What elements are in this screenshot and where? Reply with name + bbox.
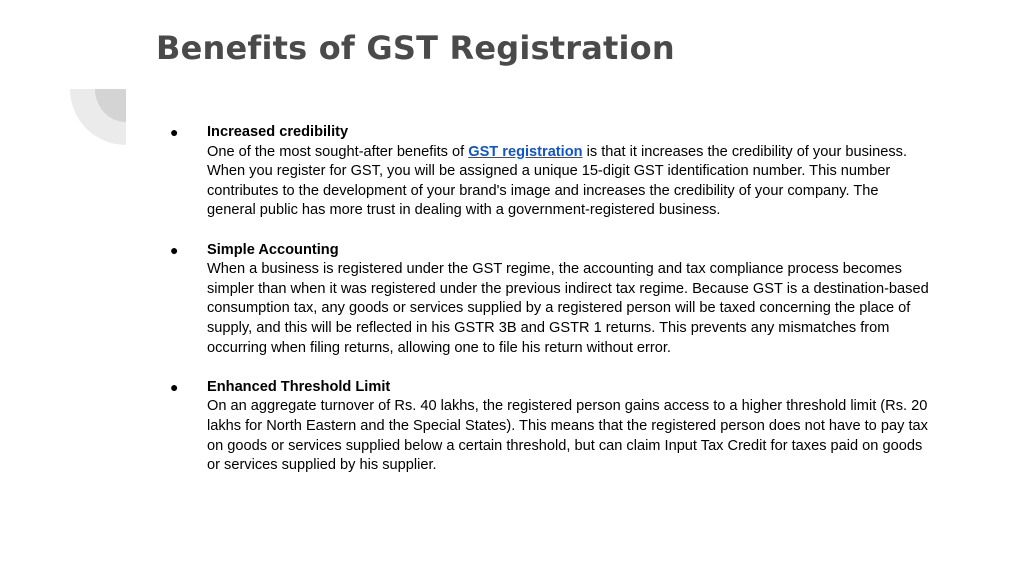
slide-title: Benefits of GST Registration [156, 29, 675, 67]
bullet-list [170, 123, 930, 495]
item-heading: Simple Accounting [207, 241, 339, 258]
item-body-text: One of the most sought-after benefits of [207, 143, 469, 160]
bullet-icon: ● [170, 124, 179, 140]
item-body [207, 143, 930, 221]
item-body: On an aggregate turnover of Rs. 40 lakhs, the registered person gains access to a higher threshold limit (Rs. 20 lakhs for North Eastern and the Special States). This means that the registered person does not have to pay tax on goods or services supplied below a certain threshold, but can claim Input Tax Credit for taxes paid on goods or services supplied by his supplier. [207, 398, 928, 474]
item-body-text: is that it increases the credibility of your business. When you register for GST, you will be assigned a unique 15-digit GST identification number. This number contributes to the development of your brand's image and increases the credibility of your company. The general public has more trust in dealing with a government-registered business. [207, 143, 908, 219]
list-item [170, 378, 930, 476]
gst-registration-link[interactable]: GST registration [468, 143, 583, 160]
list-item [170, 241, 930, 359]
bullet-icon: ● [170, 241, 179, 258]
item-heading: Increased credibility [207, 124, 349, 140]
list-item [170, 123, 930, 221]
decorative-quarter-circle-shape [70, 89, 126, 145]
item-heading: Enhanced Threshold Limit [207, 378, 391, 395]
bullet-icon: ● [170, 378, 179, 395]
item-body: When a business is registered under the GST regime, the accounting and tax compliance process becomes simpler than when it was registered under the previous indirect tax regime. Because GST is a destination-based consumption tax, any goods or services supplied by a registered person will be taxed concerning the place of supply, and this will be reflected in his GSTR 3B and GSTR 1 returns. This prevents any mismatches from occurring when filing returns, allowing one to file his return without error. [207, 261, 929, 356]
